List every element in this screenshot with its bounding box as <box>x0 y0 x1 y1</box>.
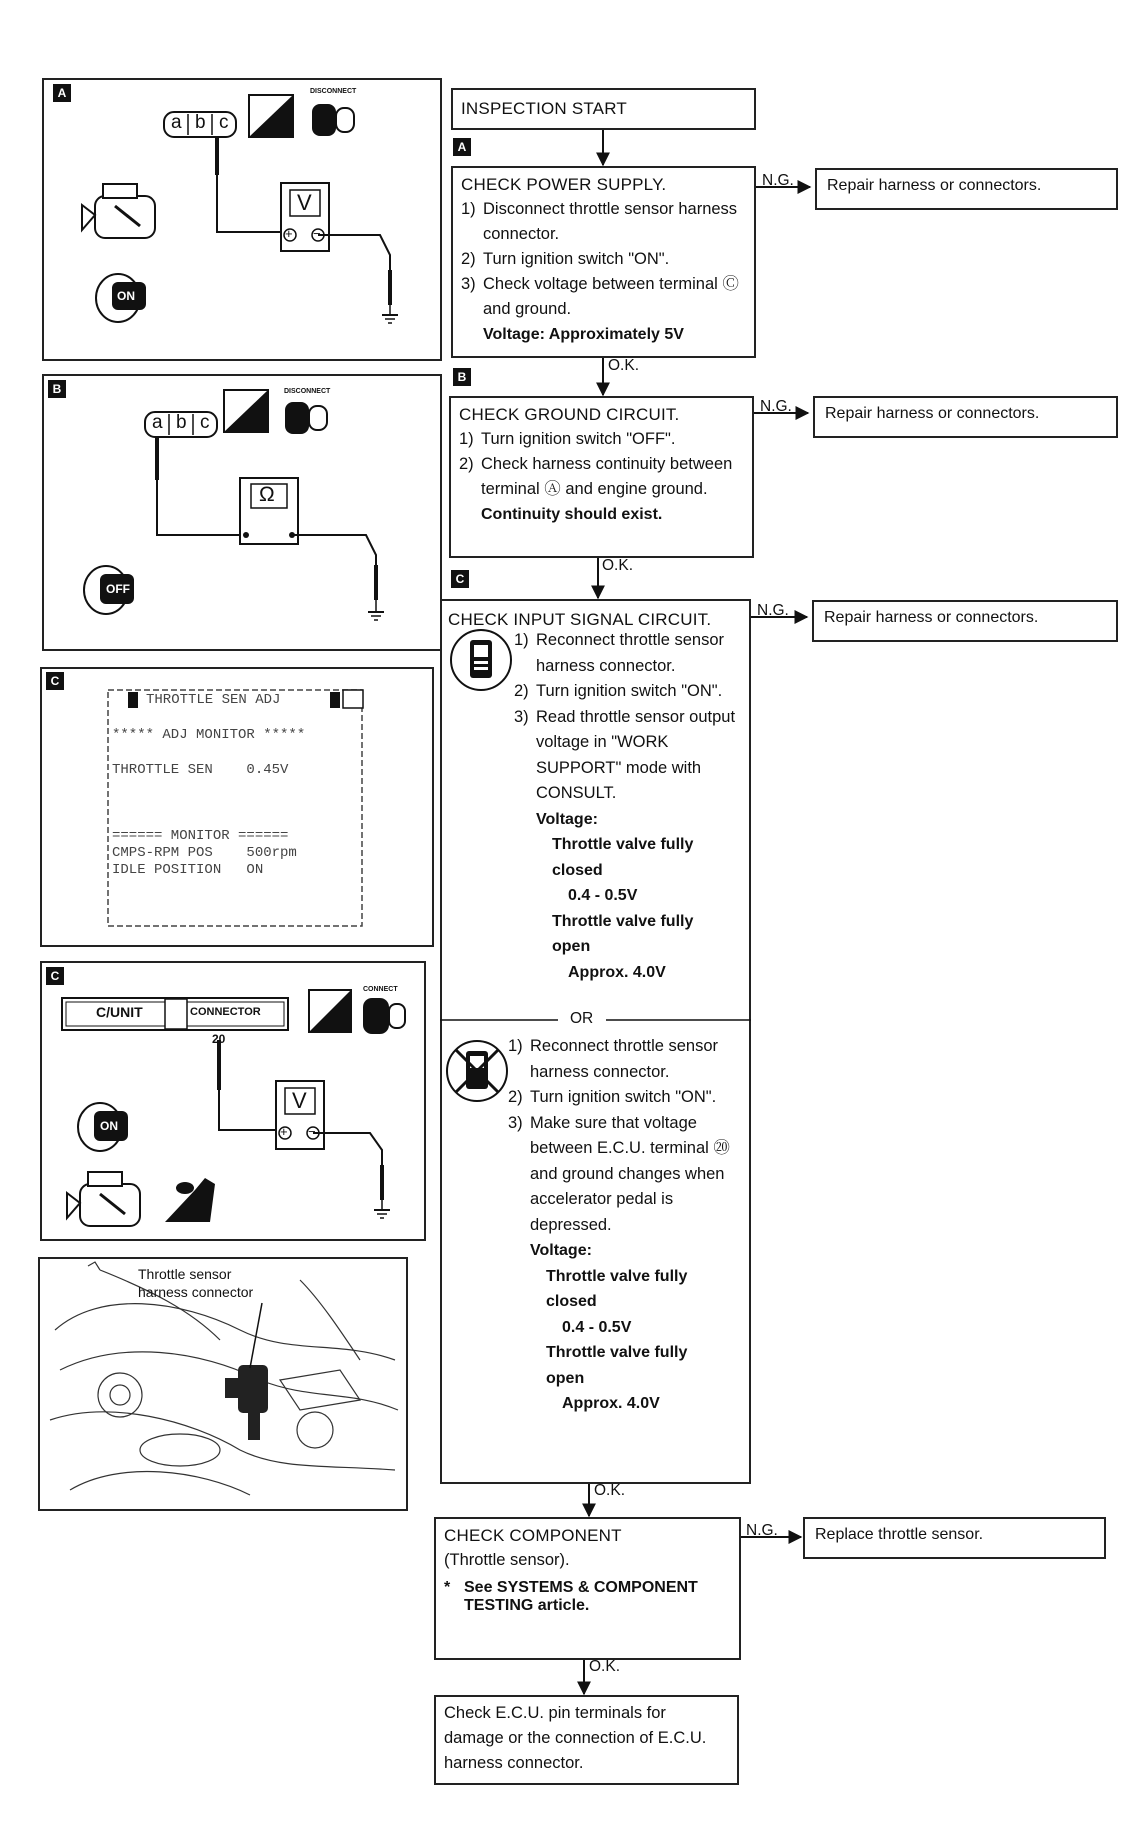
step-a-result: Voltage: Approximately 5V <box>483 326 684 343</box>
ecu-key-label: ON <box>100 1119 118 1133</box>
step-c-a-closed-label: Throttle valve fully closed <box>552 836 694 879</box>
panel-b-terminal-b: b <box>176 412 187 433</box>
ecu-meter-unit: V <box>292 1088 307 1113</box>
ecu-unit-label: C/UNIT <box>96 1004 143 1020</box>
ecu-plus: + <box>280 1124 288 1139</box>
step-b-item-2: 2) Check harness continuity between terminal Ⓐ and engine ground. <box>459 455 733 498</box>
step-a-item-1: 1) Disconnect throttle sensor harness connector. <box>461 200 738 243</box>
step-c-b-item-3: 3) Make sure that voltage between E.C.U. terminal ⑳ and ground changes when accelerator pedal is depressed. <box>508 1113 730 1234</box>
step-b-result: Continuity should exist. <box>481 506 663 523</box>
panel-c2-tag: C <box>46 967 64 985</box>
ok-label-c: O.K. <box>594 1482 626 1499</box>
ok-label-b: O.K. <box>602 557 634 574</box>
repair-text-a: Repair harness or connectors. <box>827 177 1042 194</box>
step-c-a-open-value: Approx. 4.0V <box>568 963 666 981</box>
screen-line-4: CMPS-RPM POS 500rpm <box>112 845 297 861</box>
step-c-a-item-2: 2) Turn ignition switch "ON". <box>514 682 723 700</box>
step-c-b-voltage-label: Voltage: <box>530 1242 592 1259</box>
ecu-pin-number: 20 <box>212 1032 226 1046</box>
step-a-tag: A <box>453 138 471 156</box>
step-b-tag: B <box>453 368 471 386</box>
final-check-text: Check E.C.U. pin terminals for damage or the connection of E.C.U. harness connector. <box>444 1704 707 1772</box>
step-c-a-item-3: 3) Read throttle sensor output voltage in "WORK SUPPORT" mode with CONSULT. <box>514 707 736 802</box>
panel-a-key-label: ON <box>117 289 135 303</box>
step-c-a-item-1: 1) Reconnect throttle sensor harness connector. <box>514 631 725 675</box>
step-c-b-closed-label: Throttle valve fully closed <box>546 1267 688 1310</box>
ecu-connector-label: CONNECTOR <box>190 1006 261 1018</box>
screen-title: THROTTLE SEN ADJ <box>146 692 281 708</box>
step-c-a-voltage-label: Voltage: <box>536 810 598 828</box>
or-label: OR <box>570 1010 594 1027</box>
screen-line-2: THROTTLE SEN 0.45V <box>112 762 289 778</box>
step-c-title: CHECK INPUT SIGNAL CIRCUIT. <box>448 610 712 629</box>
step-d-note-text: See SYSTEMS & COMPONENT TESTING article. <box>464 1579 698 1614</box>
photo-caption-line-1: Throttle sensor <box>138 1266 232 1282</box>
step-c-b-closed-value: 0.4 - 0.5V <box>562 1318 632 1336</box>
inspection-start-text: INSPECTION START <box>461 99 627 118</box>
step-c-tag: C <box>451 570 469 588</box>
step-c-a-closed-value: 0.4 - 0.5V <box>568 887 638 904</box>
step-a-item-3: 3) Check voltage between terminal Ⓒ and ground. <box>461 275 739 318</box>
step-c-a-open-label: Throttle valve fully open <box>552 912 694 955</box>
ok-label-d: O.K. <box>589 1658 621 1675</box>
panel-a-terminal-a: a <box>171 112 182 133</box>
panel-b-key-label: OFF <box>106 582 130 596</box>
panel-a-tag: A <box>53 84 71 102</box>
panel-a-plus: + <box>285 226 293 241</box>
ng-label-c: N.G. <box>757 602 789 619</box>
ng-label-d: N.G. <box>746 1522 778 1539</box>
ecu-minus: − <box>308 1124 316 1139</box>
panel-a-terminal-b: b <box>195 112 206 133</box>
photo-caption-line-2: harness connector <box>138 1284 254 1300</box>
panel-b-meter-unit: Ω <box>259 483 275 506</box>
panel-b-terminal-c: c <box>200 412 210 433</box>
screen-line-1: ***** ADJ MONITOR ***** <box>112 727 306 743</box>
screen-line-3: ====== MONITOR ====== <box>112 828 289 844</box>
step-c-b-item-1: 1) Reconnect throttle sensor harness connector. <box>508 1037 719 1081</box>
step-d-sub: (Throttle sensor). <box>444 1551 570 1569</box>
panel-b-terminal-a: a <box>152 412 163 433</box>
ng-label-b: N.G. <box>760 398 792 415</box>
panel-a-meter-unit: V <box>297 190 312 215</box>
repair-text-b: Repair harness or connectors. <box>825 405 1040 422</box>
step-c-b-open-value: Approx. 4.0V <box>562 1395 660 1412</box>
step-b-title: CHECK GROUND CIRCUIT. <box>459 405 680 424</box>
step-c-b-open-label: Throttle valve fully open <box>546 1344 688 1387</box>
ok-label-a: O.K. <box>608 357 640 374</box>
step-b-item-1: 1) Turn ignition switch "OFF". <box>459 430 676 448</box>
step-a-title: CHECK POWER SUPPLY. <box>461 175 667 194</box>
repair-text-c: Repair harness or connectors. <box>824 609 1039 626</box>
replace-text: Replace throttle sensor. <box>815 1526 984 1543</box>
panel-a-minus: − <box>313 226 321 241</box>
panel-b-disconnect: DISCONNECT <box>284 388 331 395</box>
panel-c1-tag: C <box>46 672 64 690</box>
screen-line-5: IDLE POSITION ON <box>112 862 264 878</box>
panel-a-disconnect: DISCONNECT <box>310 88 357 95</box>
step-a-item-2: 2) Turn ignition switch "ON". <box>461 250 670 268</box>
step-d-title: CHECK COMPONENT <box>444 1526 622 1545</box>
step-c-b-item-2: 2) Turn ignition switch "ON". <box>508 1088 717 1106</box>
step-d-note-star: * <box>444 1579 451 1596</box>
panel-b-tag: B <box>48 380 66 398</box>
ng-label-a: N.G. <box>762 172 794 189</box>
panel-a-terminal-c: c <box>219 112 229 133</box>
ecu-connect-label: CONNECT <box>363 986 398 993</box>
